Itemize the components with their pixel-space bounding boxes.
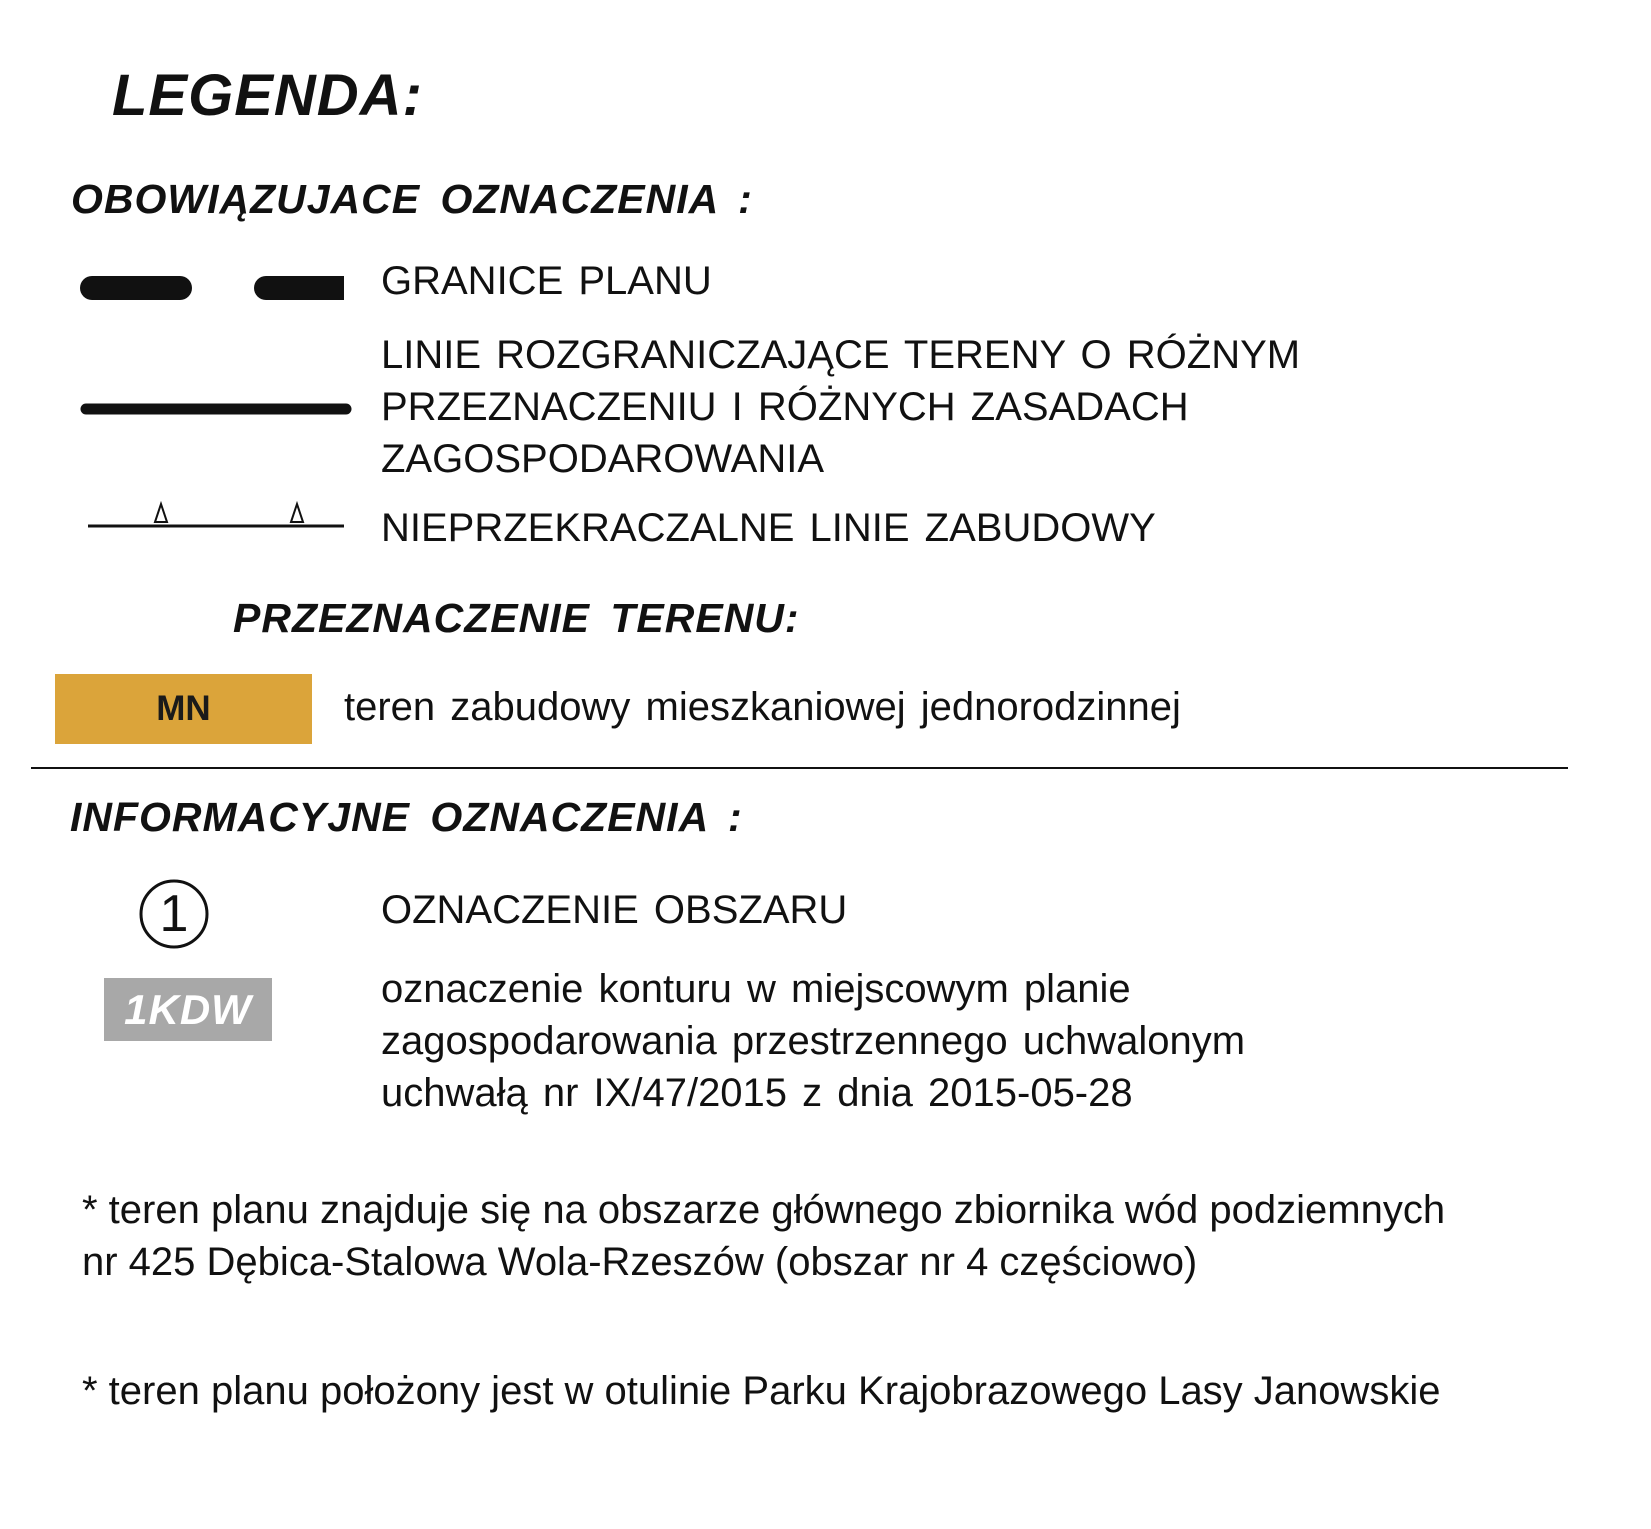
solid-division-line-icon <box>80 398 352 420</box>
section-divider <box>31 767 1568 769</box>
binding-designations-heading: OBOWIĄZUJACE OZNACZENIA : <box>71 176 753 222</box>
mn-land-use-swatch: MN <box>55 674 312 744</box>
kdw-contour-badge: 1KDW <box>104 978 272 1041</box>
plan-boundary-label: GRANICE PLANU <box>381 259 712 303</box>
note-landscape-park: * teren planu położony jest w otulinie Parku Krajobrazowego Lasy Janowskie <box>82 1369 1441 1413</box>
building-line-with-triangles-icon <box>86 498 348 532</box>
division-lines-label: LINIE ROZGRANICZAJĄCE TERENY O RÓŻNYM PRZEZNACZENIU I RÓŻNYCH ZASADACH ZAGOSPODAROWANIA <box>381 333 1301 481</box>
land-use-heading: PRZEZNACZENIE TERENU: <box>233 595 800 641</box>
circled-number-icon <box>138 878 210 950</box>
dashed-boundary-line-icon <box>78 268 348 308</box>
informational-designations-heading: INFORMACYJNE OZNACZENIA : <box>70 794 743 840</box>
note-groundwater: * teren planu znajduje się na obszarze głównego zbiornika wód podziemnych nr 425 Dębica-Stalowa Wola-Rzeszów (obszar nr 4 częściowo) <box>82 1188 1446 1284</box>
legend-title: LEGENDA: <box>112 63 423 128</box>
building-lines-label: NIEPRZEKRACZALNE LINIE ZABUDOWY <box>381 506 1156 550</box>
kdw-contour-label: oznaczenie konturu w miejscowym planie zagospodarowania przestrzennego uchwalonym uchwałą nr IX/47/2015 z dnia 2015-05-28 <box>381 967 1246 1115</box>
circled-number-value: 1 <box>159 885 189 943</box>
area-designation-label: OZNACZENIE OBSZARU <box>381 888 848 932</box>
mn-land-use-label: teren zabudowy mieszkaniowej jednorodzinnej <box>344 685 1181 729</box>
